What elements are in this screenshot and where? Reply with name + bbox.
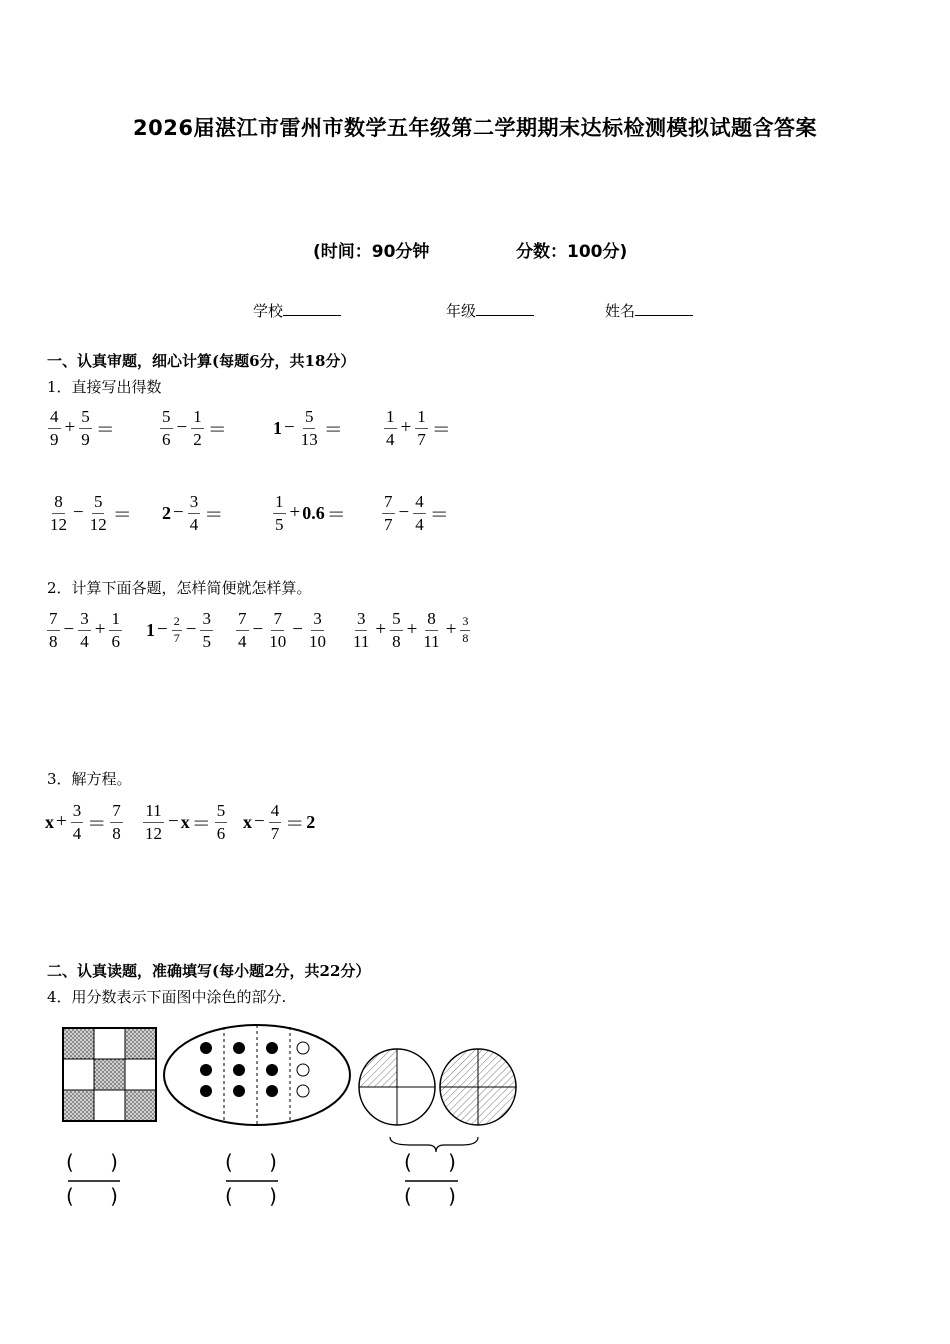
answer-blank-den-1[interactable]: ( ) (66, 1184, 118, 1208)
fraction: $\frac{1}{5}$ (275, 492, 284, 534)
page-title: 2026届湛江市雷州市数学五年级第二学期期末达标检测模拟试题含答案 (133, 116, 817, 140)
fraction: $\frac{3}{4}$ (80, 609, 89, 651)
calc-1-7: $\frac{1}{5}$ + 0.6 ＝ (275, 492, 346, 534)
fraction: $\frac{4}{7}$ (270, 801, 280, 843)
calc-1-5: $\frac{8}{12}$ − $\frac{5}{12}$ ＝ (50, 492, 132, 534)
calc-1-2: $\frac{5}{6}$ − $\frac{1}{2}$ ＝ (162, 407, 227, 449)
fraction: $\frac{3}{4}$ (189, 492, 199, 534)
fraction: $\frac{8}{12}$ (50, 492, 67, 534)
equation-1: x + $\frac{3}{4}$ ＝ $\frac{7}{8}$ (45, 801, 121, 843)
fraction: $\frac{4}{4}$ (415, 492, 424, 534)
section2-heading: 二、认真读题，准确填写(每小题2分，共22分） (47, 962, 371, 980)
fraction: $\frac{3}{10}$ (308, 609, 326, 651)
name-field (605, 300, 693, 321)
fraction: $\frac{1}{4}$ (386, 407, 395, 449)
fraction: $\frac{8}{11}$ (423, 609, 440, 651)
fraction: $\frac{7}{8}$ (49, 609, 58, 651)
question-2: 2．计算下面各题，怎样简便就怎样算。 (47, 579, 312, 597)
fraction: $\frac{3}{5}$ (202, 609, 211, 651)
question-3: 3．解方程。 (47, 770, 132, 788)
circles-pair (359, 1049, 516, 1152)
fraction: $\frac{1}{2}$ (193, 407, 202, 449)
fraction: $\frac{1}{6}$ (111, 609, 120, 651)
fraction: $\frac{4}{9}$ (50, 407, 59, 449)
fraction: $\frac{5}{6}$ (162, 407, 171, 449)
fraction: $\frac{7}{4}$ (238, 609, 247, 651)
calc-1-6: 2 − $\frac{3}{4}$ ＝ (162, 492, 224, 534)
exam-time: (时间：90分钟 (313, 242, 430, 262)
section1-heading: 一、认真审题，细心计算(每题6分，共18分） (47, 352, 356, 370)
fraction: $\frac{5}{12}$ (89, 492, 107, 534)
calc-2-4: $\frac{3}{11}$ + $\frac{5}{8}$ + $\frac{8}{11}$ + $\frac{3}{8}$ (353, 609, 469, 651)
fraction: $\frac{7}{10}$ (269, 609, 287, 651)
calc-2-2: 1 − $\frac{2}{7}$ − $\frac{3}{5}$ (146, 609, 211, 651)
answer-blank-den-3[interactable]: ( ) (404, 1184, 456, 1208)
fraction: $\frac{11}{12}$ (145, 801, 162, 843)
fraction: $\frac{2}{7}$ (173, 613, 180, 645)
school-field (253, 300, 341, 321)
answer-blank-den-2[interactable]: ( ) (225, 1184, 277, 1208)
dots-ellipse (164, 1025, 350, 1125)
calc-1-3: 1 − $\frac{5}{13}$ ＝ (273, 407, 343, 449)
calc-1-4: $\frac{1}{4}$ + $\frac{1}{7}$ ＝ (386, 407, 451, 449)
fraction: $\frac{5}{13}$ (300, 407, 318, 449)
exam-score: 分数：100分) (516, 242, 628, 262)
grade-field (446, 300, 534, 321)
school-blank (283, 301, 341, 316)
calc-1-1: $\frac{4}{9}$ + $\frac{5}{9}$ ＝ (50, 407, 115, 449)
fraction: $\frac{3}{11}$ (353, 609, 370, 651)
fraction: $\frac{3}{4}$ (72, 801, 82, 843)
calc-2-1: $\frac{7}{8}$ − $\frac{3}{4}$ + $\frac{1}{6}$ (49, 609, 120, 651)
fraction: $\frac{1}{7}$ (417, 407, 426, 449)
fraction: $\frac{3}{8}$ (462, 613, 469, 645)
fraction: $\frac{5}{8}$ (392, 609, 401, 651)
name-label: 姓名 (605, 302, 636, 320)
name-blank (635, 301, 693, 316)
equation-2: $\frac{11}{12}$ − x ＝ $\frac{5}{6}$ (145, 801, 226, 843)
grade-label: 年级 (446, 302, 477, 320)
equation-3: x − $\frac{4}{7}$ ＝ 2 (243, 801, 316, 843)
fraction: $\frac{5}{9}$ (81, 407, 90, 449)
calc-1-8: $\frac{7}{7}$ − $\frac{4}{4}$ ＝ (384, 492, 449, 534)
school-label: 学校 (253, 302, 284, 320)
question-1: 1．直接写出得数 (47, 378, 162, 396)
fraction: $\frac{5}{6}$ (216, 801, 226, 843)
calc-2-3: $\frac{7}{4}$ − $\frac{7}{10}$ − $\frac{3}{10}$ (238, 609, 326, 651)
answer-blank-num-1[interactable]: ( ) (66, 1150, 118, 1174)
grade-blank (476, 301, 534, 316)
answer-blank-num-2[interactable]: ( ) (225, 1150, 277, 1174)
answer-blank-num-3[interactable]: ( ) (404, 1150, 456, 1174)
question-4: 4．用分数表示下面图中涂色的部分. (47, 988, 287, 1006)
checker-square (63, 1028, 156, 1121)
fraction: $\frac{7}{8}$ (112, 801, 121, 843)
shaded-figures (50, 1015, 530, 1215)
fraction: $\frac{7}{7}$ (384, 492, 393, 534)
